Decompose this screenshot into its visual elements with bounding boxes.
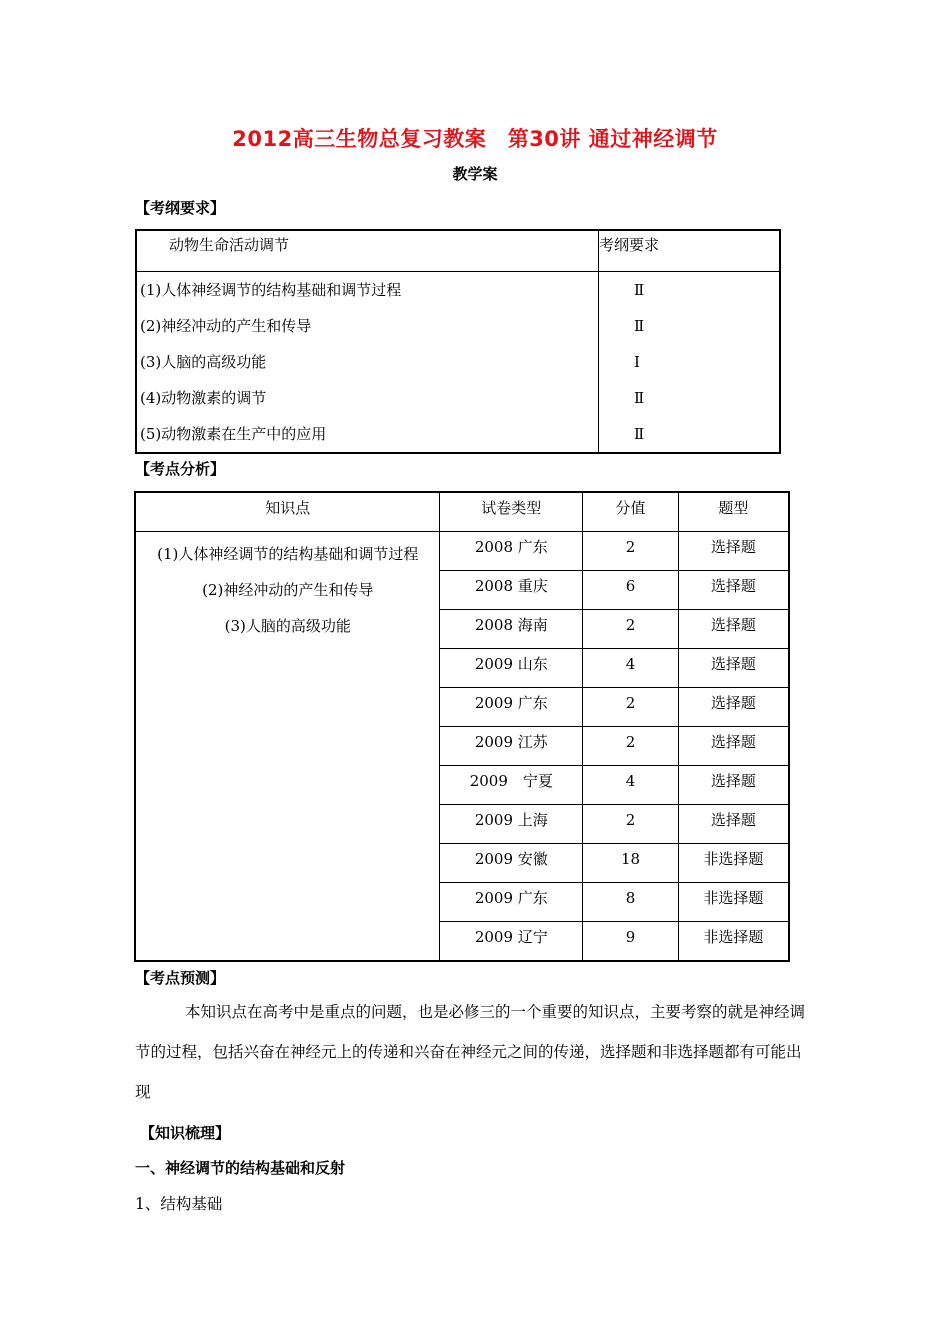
- table-row: [135, 532, 789, 571]
- score-cell: 4: [583, 649, 679, 688]
- type-cell: 非选择题: [678, 883, 789, 922]
- score-cell: 6: [583, 571, 679, 610]
- type-cell: 选择题: [678, 688, 789, 727]
- level-cell: Ⅱ: [599, 380, 781, 416]
- knowledge-point: (1)人体神经调节的结构基础和调节过程: [157, 545, 419, 563]
- header-cell: 动物生命活动调节: [136, 230, 599, 272]
- score-cell: 2: [583, 688, 679, 727]
- knowledge-point: (3)人脑的高级功能: [224, 617, 351, 635]
- item-structure-basis: 1、结构基础: [135, 1195, 223, 1213]
- type-cell: 选择题: [678, 610, 789, 649]
- document-title: 2012高三生物总复习教案 第30讲 通过神经调节: [232, 127, 718, 151]
- type-cell: 非选择题: [678, 844, 789, 883]
- type-cell: 选择题: [678, 727, 789, 766]
- score-cell: 4: [583, 766, 679, 805]
- table-header-row: [136, 230, 780, 272]
- type-cell: 非选择题: [678, 922, 789, 962]
- score-cell: 2: [583, 610, 679, 649]
- level-cell: Ⅱ: [599, 308, 781, 344]
- type-cell: 选择题: [678, 532, 789, 571]
- analysis-table: [134, 491, 790, 962]
- prediction-text: 本知识点在高考中是重点的问题，也是必修三的一个重要的知识点，主要考察的就是神经调节的过程，包括兴奋在神经元上的传递和兴奋在神经元之间的传递，选择题和非选择题都有可能出现: [135, 1003, 806, 1101]
- section-heading-prediction: 【考点预测】: [135, 969, 226, 987]
- score-cell: 9: [583, 922, 679, 962]
- table-row: [136, 308, 780, 344]
- paper-cell: 2009 安徽: [440, 844, 583, 883]
- header-cell: 考纲要求: [599, 230, 781, 272]
- table-row: [136, 344, 780, 380]
- paper-cell: 2009 广东: [440, 883, 583, 922]
- topic-cell: (2)神经冲动的产生和传导: [140, 317, 312, 335]
- paper-cell: 2009 上海: [440, 805, 583, 844]
- header-cell: 分值: [583, 492, 679, 532]
- score-cell: 2: [583, 532, 679, 571]
- type-cell: 选择题: [678, 766, 789, 805]
- table-row: [136, 416, 780, 453]
- paper-cell: 2009 辽宁: [440, 922, 583, 962]
- paper-cell: 2009 山东: [440, 649, 583, 688]
- type-cell: 选择题: [678, 649, 789, 688]
- header-cell: 试卷类型: [440, 492, 583, 532]
- level-cell: Ⅰ: [599, 344, 781, 380]
- paper-cell: 2009 广东: [440, 688, 583, 727]
- section-heading-requirements: 【考纲要求】: [135, 199, 226, 217]
- header-cell: 知识点: [135, 492, 440, 532]
- table-row: [136, 380, 780, 416]
- level-cell: Ⅱ: [599, 416, 781, 453]
- type-cell: 选择题: [678, 805, 789, 844]
- topic-cell: (1)人体神经调节的结构基础和调节过程: [140, 281, 402, 299]
- prediction-paragraph: [135, 992, 815, 1112]
- subheading-structure-reflex: 一、神经调节的结构基础和反射: [135, 1159, 346, 1177]
- paper-cell: 2009 宁夏: [440, 766, 583, 805]
- document-subtitle: 教学案: [452, 165, 498, 183]
- paper-cell: 2008 广东: [440, 532, 583, 571]
- table-row: [136, 272, 780, 309]
- paper-cell: 2008 海南: [440, 610, 583, 649]
- level-cell: Ⅱ: [599, 272, 781, 309]
- score-cell: 2: [583, 727, 679, 766]
- score-cell: 2: [583, 805, 679, 844]
- paper-cell: 2009 江苏: [440, 727, 583, 766]
- topic-cell: (4)动物激素的调节: [140, 389, 267, 407]
- paper-cell: 2008 重庆: [440, 571, 583, 610]
- knowledge-point: (2)神经冲动的产生和传导: [202, 581, 374, 599]
- topic-cell: (3)人脑的高级功能: [140, 353, 267, 371]
- topic-cell: (5)动物激素在生产中的应用: [140, 425, 327, 443]
- type-cell: 选择题: [678, 571, 789, 610]
- score-cell: 18: [583, 844, 679, 883]
- table-header-row: [135, 492, 789, 532]
- knowledge-points-cell: [135, 532, 440, 962]
- header-cell: 题型: [678, 492, 789, 532]
- section-heading-analysis: 【考点分析】: [135, 460, 226, 478]
- section-heading-knowledge: 【知识梳理】: [140, 1124, 231, 1142]
- score-cell: 8: [583, 883, 679, 922]
- requirements-table: [135, 229, 781, 454]
